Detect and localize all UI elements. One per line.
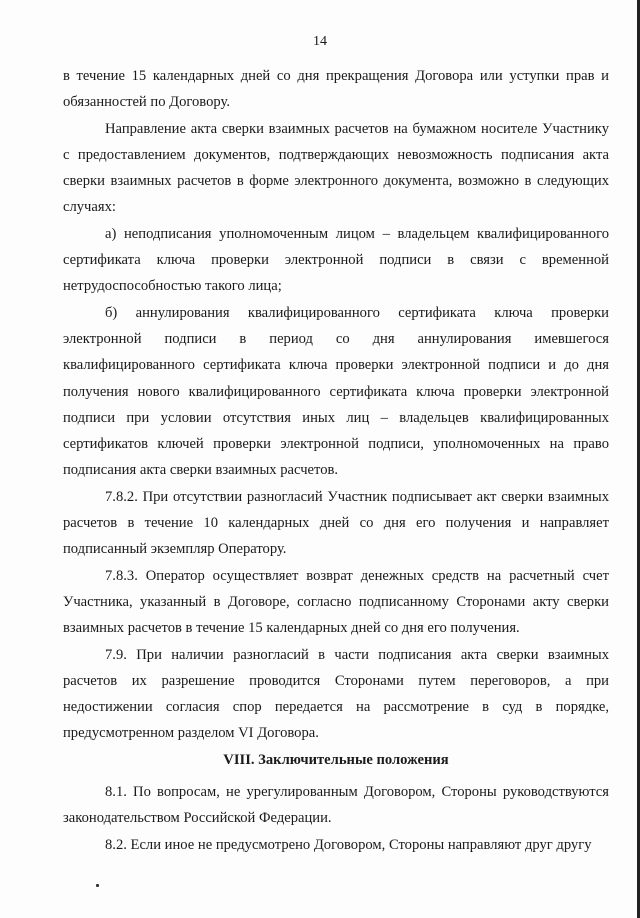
paragraph-7-8-3: 7.8.3. Оператор осуществляет возврат денежных средств на расчетный счет Участника, указанный в Договоре, согласно подписанному Сторонами акту сверки взаимных расчетов в течение 15 календарных дней со дня его получения. — [63, 567, 609, 637]
document-body — [63, 63, 609, 858]
section-heading: VIII. Заключительные положения — [223, 751, 449, 768]
paragraph-7-9: 7.9. При наличии разногласий в части подписания акта сверки взаимных расчетов их разрешение проводится Сторонами путем переговоров, а при недостижении согласия спор передается на рассмотрение в суд в порядке, предусмотренном разделом VI Договора. — [63, 646, 609, 742]
page-number: 14 — [313, 34, 327, 49]
scan-speck — [96, 884, 99, 887]
paragraph-8-2: 8.2. Если иное не предусмотрено Договором, Стороны направляют друг другу — [105, 836, 592, 853]
paragraph-reconciliation-paper: Направление акта сверки взаимных расчетов на бумажном носителе Участнику с предоставлением документов, подтверждающих невозможность подписания акта сверки взаимных расчетов в форме электронного документа, возможно в следующих случаях: — [63, 120, 609, 216]
paragraph-7-8-2: 7.8.2. При отсутствии разногласий Участник подписывает акт сверки взаимных расчетов в течение 10 календарных дней со дня его получения и направляет подписанный экземпляр Оператору. — [63, 488, 609, 558]
paragraph-8-1: 8.1. По вопросам, не урегулированным Договором, Стороны руководствуются законодательством Российской Федерации. — [63, 784, 609, 827]
paragraph-continuation: в течение 15 календарных дней со дня прекращения Договора или уступки прав и обязанностей по Договору. — [63, 68, 609, 111]
paragraph-case-a: а) неподписания уполномоченным лицом – владельцем квалифицированного сертификата ключа проверки электронной подписи в связи с временной нетрудоспособностью такого лица; — [63, 225, 609, 295]
paragraph-case-b: б) аннулирования квалифицированного сертификата ключа проверки электронной подписи в период со дня аннулирования имевшегося квалифицированного сертификата ключа проверки электронной подписи и до дня получения нового квалифицированного сертификата ключа проверки электронной подписи при условии отсутствия иных лиц – владельцев квалифицированных сертификатов ключей проверки электронной подписи, уполномоченных на право подписания акта сверки взаимных расчетов. — [63, 304, 609, 479]
